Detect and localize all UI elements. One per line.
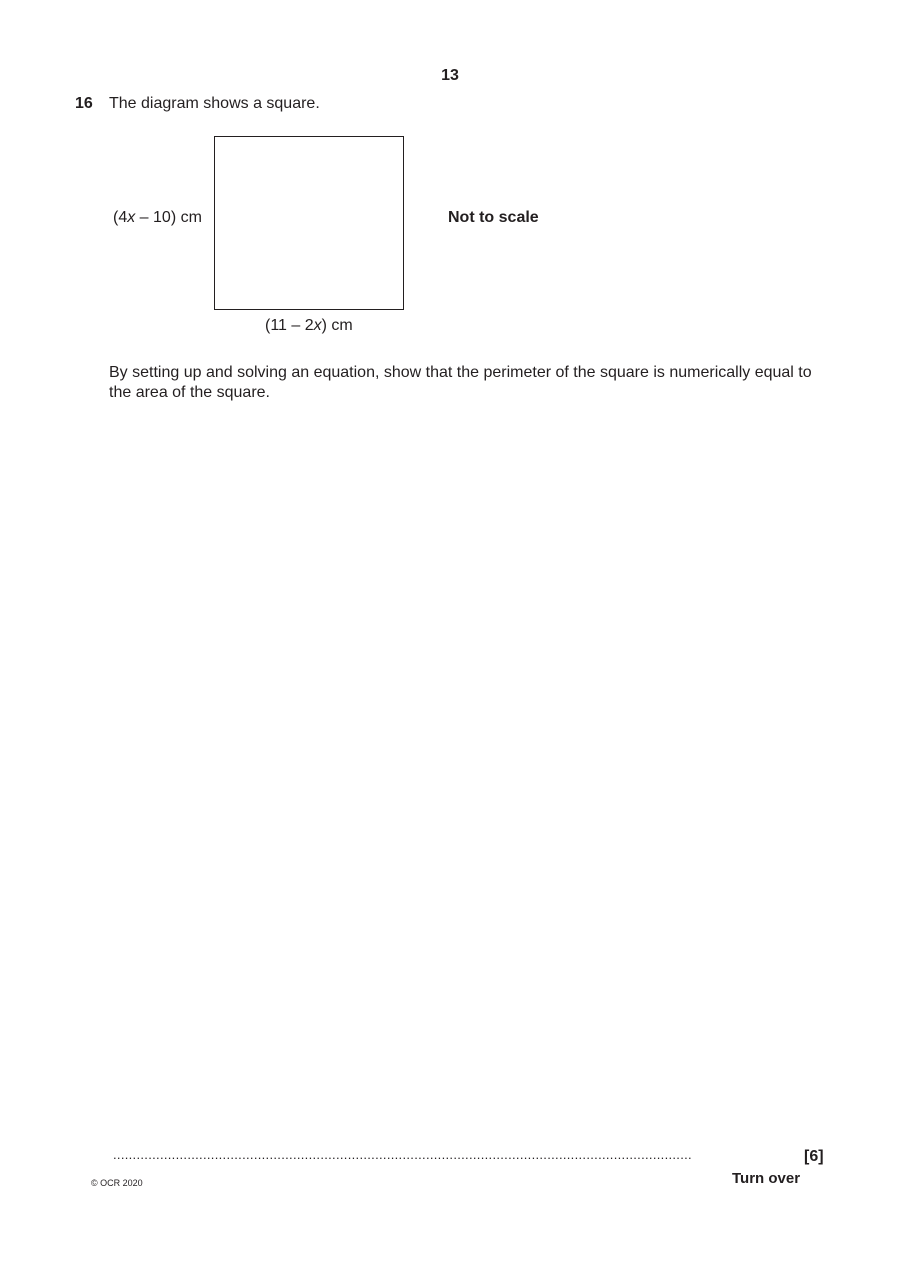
left-side-label bbox=[113, 209, 202, 227]
left-side-label-variable: x bbox=[127, 209, 136, 226]
page-number: 13 bbox=[441, 67, 459, 84]
left-side-label-close: – 10) cm bbox=[135, 209, 202, 226]
turn-over-label: Turn over bbox=[732, 1170, 801, 1187]
left-side-label-open: (4 bbox=[113, 209, 128, 226]
marks-label: [6] bbox=[804, 1148, 824, 1165]
question-intro: The diagram shows a square. bbox=[109, 95, 320, 112]
bottom-side-label-close: ) cm bbox=[321, 317, 353, 334]
answer-line[interactable]: .................................................................................................................................................... bbox=[113, 1147, 692, 1162]
square-diagram bbox=[214, 136, 404, 310]
bottom-side-label-variable: x bbox=[313, 317, 322, 334]
question-instruction: By setting up and solving an equation, show that the perimeter of the square is numerically equal to the area of the square. bbox=[109, 364, 812, 401]
not-to-scale-note: Not to scale bbox=[448, 209, 539, 226]
question-number: 16 bbox=[75, 95, 93, 112]
bottom-side-label-open: (11 – 2 bbox=[265, 317, 314, 334]
bottom-side-label bbox=[265, 317, 353, 335]
copyright: © OCR 2020 bbox=[91, 1178, 143, 1188]
